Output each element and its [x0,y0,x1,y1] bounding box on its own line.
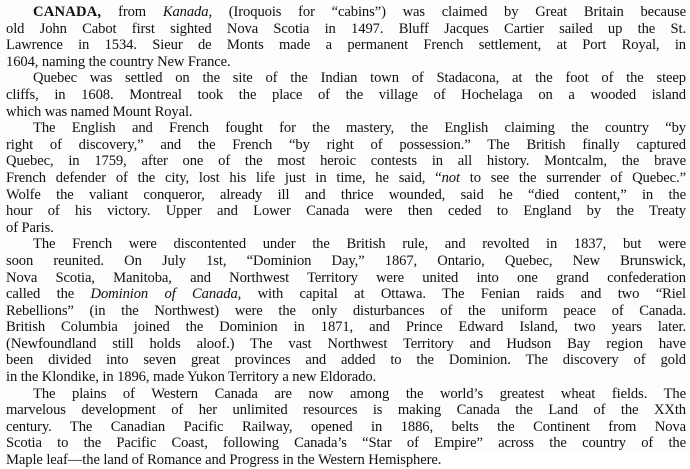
paragraph-3 [6,120,686,236]
paragraph-line: been divided into seven great provinces and added to the Dominion. The discovery of gold [6,352,686,369]
paragraph-line: CANADA, from Kanada, (Iroquois for “cabins”) was claimed by Great Britain because [33,4,686,20]
paragraph-line: French defender of the city, lost his life just in time, he said, “not to see the surrender of Quebec.” [6,169,686,186]
paragraph-line: The plains of Western Canada are now among the world’s greatest wheat fields. The [33,385,686,402]
paragraph-line: century. The Canadian Pacific Railway, opened in 1886, belts the Continent from Nova [6,418,686,435]
paragraph-line: Nova Scotia, Manitoba, and Northwest Territory were united into one grand confederation [6,269,686,286]
paragraph-line: marvelous development of her unlimited resources is making Canada the Land of the XXth [6,402,686,419]
paragraph-line: in the Klondike, in 1896, made Yukon Territory a new Eldorado. [6,369,377,386]
paragraph-5 [6,386,686,469]
paragraph-line: Rebellions” (in the Northwest) were the only disturbances of the uniform peace of Canada. [6,302,686,319]
paragraph-4 [6,236,686,385]
paragraph-line: called the Dominion of Canada, with capital at Ottawa. The Fenian raids and two “Riel [6,286,686,303]
paragraph-line: which was named Mount Royal. [6,103,193,120]
paragraph-line: Lawrence in 1534. Sieur de Monts made a permanent French settlement, at Port Royal, in [6,37,686,54]
paragraph-line: right of discovery,” and the French “by right of possession.” The British finally captured [6,136,686,153]
kanada-italic: Kanada, [162,4,212,20]
paragraph-line: Maple leaf—the land of Romance and Progress in the Western Hemisphere. [6,452,442,469]
paragraph-line: Wolfe the valiant conqueror, already ill and thrice wounded, said he “died content,” in the [6,186,686,203]
paragraph-line: soon reunited. On July 1st, “Dominion Day,” 1867, Ontario, Quebec, New Brunswick, [6,252,686,269]
not-italic: not [441,169,460,186]
paragraph-line: 1604, naming the country New France. [6,53,231,70]
paragraph-line: of Paris. [6,219,54,236]
paragraph-line: The English and French fought for the mastery, the English claiming the country “by [33,120,686,137]
dominion-italic: Dominion of Canada, [90,286,242,303]
paragraph-1 [6,4,686,70]
paragraph-line: Scotia to the Pacific Coast, following Canada’s “Star of Empire” across the country of the [6,435,686,452]
paragraph-line: old John Cabot first sighted Nova Scotia in 1497. Bluff Jacques Cartier sailed up the St. [6,20,686,37]
paragraph-line: hour of his victory. Upper and Lower Canada were then ceded to England by the Treaty [6,203,686,220]
paragraph-2 [6,70,686,120]
paragraph-line: British Columbia joined the Dominion in 1871, and Prince Edward Island, two years later. [6,319,686,336]
article-heading: CANADA, [33,4,102,20]
paragraph-line: (Newfoundland still holds aloof.) The vast Northwest Territory and Hudson Bay region have [6,335,686,352]
paragraph-line: cliffs, in 1608. Montreal took the place of the village of Hochelaga on a wooded island [6,86,686,103]
paragraph-line: Quebec, in 1759, after one of the most heroic contests in all history. Montcalm, the brave [6,153,686,170]
canada-article [6,4,686,469]
paragraph-line: Quebec was settled on the site of the Indian town of Stadacona, at the foot of the steep [33,70,686,87]
paragraph-line: The French were discontented under the British rule, and revolted in 1837, but were [33,236,686,253]
